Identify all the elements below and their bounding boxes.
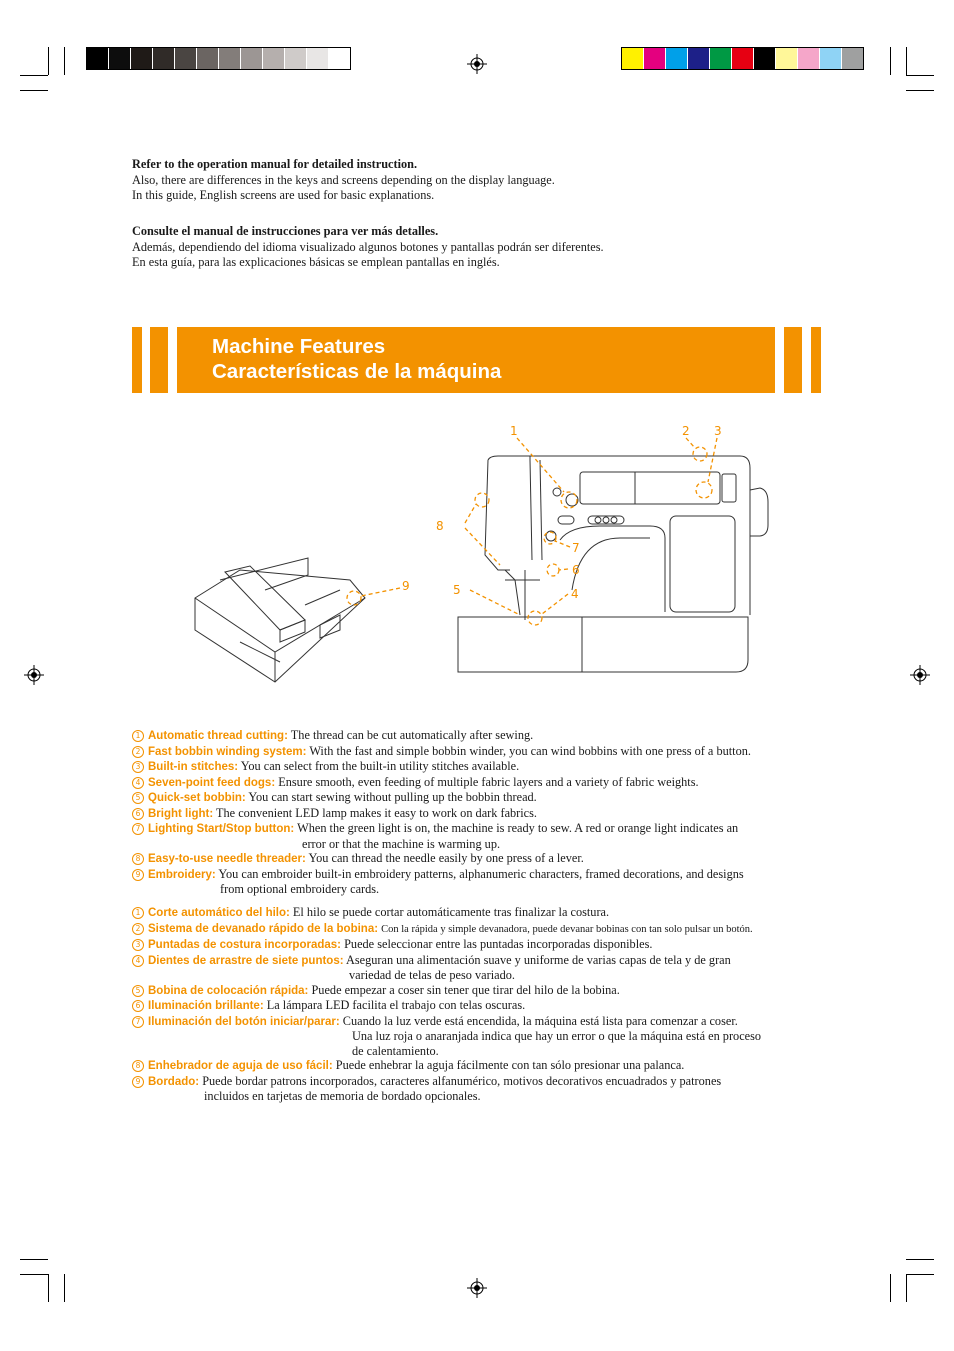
color-swatch xyxy=(754,48,776,69)
intro-spanish xyxy=(132,224,604,271)
banner-stripe-right xyxy=(811,327,821,393)
intro-english xyxy=(132,157,555,204)
features-list-es xyxy=(132,905,832,1104)
list-item: 7 Iluminación del botón iniciar/parar: Cuando la luz verde está encendida, la máquina está lista para comenzar a coser. Una luz roja o anaranjada indica que hay un error o que la máquina está en proceso de calentamiento. xyxy=(132,1014,832,1059)
list-item: 2 Sistema de devanado rápido de la bobina: Con la rápida y simple devanadora, puede devanar bobinas con tan solo pulsar un botón. xyxy=(132,921,832,938)
banner-stripe-left xyxy=(132,327,142,393)
color-swatch xyxy=(710,48,732,69)
section-banner xyxy=(177,327,775,393)
list-item: 6 Iluminación brillante: La lámpara LED facilita el trabajo con telas oscuras. xyxy=(132,998,832,1014)
list-item: 2 Fast bobbin winding system: With the fast and simple bobbin winder, you can wind bobbins with one press of a button. xyxy=(132,744,832,760)
callout-lines xyxy=(347,438,717,625)
intro-es-line: En esta guía, para las explicaciones básicas se emplean pantallas en inglés. xyxy=(132,255,500,269)
color-swatch xyxy=(197,48,219,69)
color-swatch xyxy=(842,48,863,69)
callout-4: 4 xyxy=(571,587,579,601)
list-item: 4 Seven-point feed dogs: Ensure smooth, even feeding of multiple fabric layers and a variety of fabric weights. xyxy=(132,775,832,791)
color-swatch xyxy=(219,48,241,69)
callout-3: 3 xyxy=(714,424,722,438)
list-item: 1 Automatic thread cutting: The thread can be cut automatically after sewing. xyxy=(132,728,832,744)
list-item: 9 Bordado: Puede bordar patrons incorporados, caracteres alfanumérico, motivos decorativos encuadrados y patrones incluidos en tarjetas de memoria de bordado opcionales. xyxy=(132,1074,832,1104)
color-swatch xyxy=(644,48,666,69)
callout-9: 9 xyxy=(402,579,410,593)
registration-mark-icon xyxy=(24,665,44,685)
color-swatch xyxy=(688,48,710,69)
banner-title-es: Características de la máquina xyxy=(212,360,502,383)
color-swatch xyxy=(241,48,263,69)
intro-es-heading: Consulte el manual de instrucciones para ver más detalles. xyxy=(132,224,439,238)
color-swatch xyxy=(666,48,688,69)
color-swatch xyxy=(263,48,285,69)
list-item: 7 Lighting Start/Stop button: When the green light is on, the machine is ready to sew. A red or orange light indicates an error or that the machine is warming up. xyxy=(132,821,832,851)
color-swatch xyxy=(131,48,153,69)
color-swatch-strip xyxy=(621,47,864,70)
callout-numbers xyxy=(402,424,722,601)
list-item: 6 Bright light: The convenient LED lamp makes it easy to work on dark fabrics. xyxy=(132,806,832,822)
list-item: 3 Built-in stitches: You can select from the built-in utility stitches available. xyxy=(132,759,832,775)
machine-illustration xyxy=(180,420,780,695)
grayscale-swatch-strip xyxy=(86,47,351,70)
color-swatch xyxy=(798,48,820,69)
list-item: 5 Bobina de colocación rápida: Puede empezar a coser sin tener que tirar del hilo de la bobina. xyxy=(132,983,832,999)
list-item: 3 Puntadas de costura incorporadas: Puede seleccionar entre las puntadas incorporadas disponibles. xyxy=(132,937,832,953)
callout-8: 8 xyxy=(436,519,444,533)
color-swatch xyxy=(307,48,329,69)
list-item: 4 Dientes de arrastre de siete puntos: Aseguran una alimentación suave y uniforme de varias capas de tela y de gran variedad de telas de peso variado. xyxy=(132,953,832,983)
embroidery-unit-drawing xyxy=(195,558,365,682)
color-swatch xyxy=(153,48,175,69)
color-swatch xyxy=(622,48,644,69)
banner-title-en: Machine Features xyxy=(212,335,386,358)
intro-es-line: Además, dependiendo del idioma visualizado algunos botones y pantallas podrán ser diferentes. xyxy=(132,239,604,254)
sewing-machine-drawing xyxy=(458,456,768,672)
intro-en-line: Also, there are differences in the keys and screens depending on the display language. xyxy=(132,172,555,187)
banner-stripe-left xyxy=(150,327,168,393)
list-item: 1 Corte automático del hilo: El hilo se puede cortar automáticamente tras finalizar la costura. xyxy=(132,905,832,921)
color-swatch xyxy=(87,48,109,69)
intro-en-heading: Refer to the operation manual for detailed instruction. xyxy=(132,157,418,171)
features-list-en xyxy=(132,728,832,897)
banner-stripe-right xyxy=(784,327,802,393)
callout-2: 2 xyxy=(682,424,690,438)
callout-5: 5 xyxy=(453,583,461,597)
color-swatch xyxy=(175,48,197,69)
color-swatch xyxy=(329,48,350,69)
list-item: 8 Enhebrador de aguja de uso fácil: Puede enhebrar la aguja fácilmente con tan sólo presionar una palanca. xyxy=(132,1058,832,1074)
color-swatch xyxy=(820,48,842,69)
list-item: 5 Quick-set bobbin: You can start sewing without pulling up the bobbin thread. xyxy=(132,790,832,806)
callout-1: 1 xyxy=(510,424,518,438)
list-item: 8 Easy-to-use needle threader: You can thread the needle easily by one press of a lever. xyxy=(132,851,832,867)
list-item: 9 Embroidery: You can embroider built-in embroidery patterns, alphanumeric characters, framed decorations, and designs from optional embroidery cards. xyxy=(132,867,832,897)
color-swatch xyxy=(776,48,798,69)
registration-mark-icon xyxy=(467,54,487,74)
color-swatch xyxy=(285,48,307,69)
registration-mark-icon xyxy=(910,665,930,685)
callout-7: 7 xyxy=(572,541,580,555)
color-swatch xyxy=(109,48,131,69)
intro-en-line: In this guide, English screens are used for basic explanations. xyxy=(132,188,435,202)
callout-6: 6 xyxy=(572,563,580,577)
registration-mark-icon xyxy=(467,1278,487,1298)
color-swatch xyxy=(732,48,754,69)
